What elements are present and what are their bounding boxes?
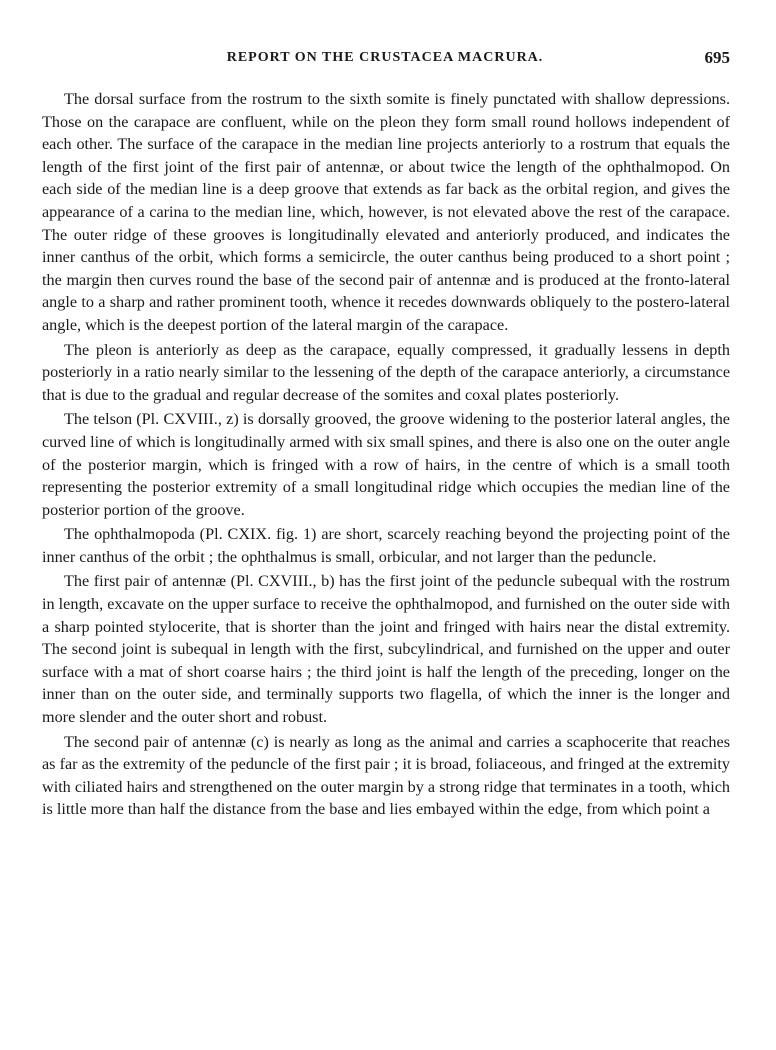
page-number: 695 bbox=[704, 48, 730, 67]
page-header bbox=[40, 48, 730, 72]
paragraph-dorsal-surface: The dorsal surface from the rostrum to the sixth somite is finely punctated with shallow depressions. Those on the carapace are confluent, while on the pleon they form small round hollows independent of each other. The surface of the carapace in the median line projects anteriorly to a rostrum that equals the length of the first joint of the first pair of antennæ, or about twice the length of the ophthalmopod. On each side of the median line is a deep groove that extends as far back as the orbital region, and gives the appearance of a carina to the median line, which, however, is not elevated above the rest of the carapace. The outer ridge of these grooves is longitudinally elevated and anteriorly produced, and indicates the inner canthus of the orbit, which forms a semicircle, the outer canthus being produced to a short point ; the margin then curves round the base of the second pair of antennæ and is produced at the fronto-lateral angle to a sharp and rather prominent tooth, whence it recedes downwards obliquely to the postero-lateral angle, which is the deepest portion of the lateral margin of the carapace. bbox=[42, 90, 730, 334]
paragraph-telson: The telson (Pl. CXVIII., z) is dorsally grooved, the groove widening to the posterior lateral angles, the curved line of which is longitudinally armed with six small spines, and there is also one on the outer angle of the posterior margin, which is fringed with a row of hairs, in the centre of which is a small tooth representing the posterior extremity of a small longitudinal ridge which occupies the median line of the posterior portion of the groove. bbox=[42, 410, 730, 519]
paragraph-pleon: The pleon is anteriorly as deep as the carapace, equally compressed, it gradually lessens in depth posteriorly in a ratio nearly similar to the lessening of the depth of the carapace anteriorly, a circumstance that is due to the gradual and regular decrease of the somites and coxal plates posteriorly. bbox=[42, 340, 730, 404]
paragraph-first-antennae: The first pair of antennæ (Pl. CXVIII., b) has the first joint of the peduncle subequal with the rostrum in length, excavate on the upper surface to receive the ophthalmopod, and furnished on the outer side with a sharp pointed stylocerite, that is shorter than the joint and fringed with hairs near the distal extremity. The second joint is subequal in length with the first, subcylindrical, and furnished on the upper and outer surface with a mat of short coarse hairs ; the third joint is half the length of the preceding, longer on the inner than on the outer side, and terminally supports two flagella, of which the inner is the longer and more slender and the outer short and robust. bbox=[42, 572, 730, 727]
body-text bbox=[42, 88, 730, 823]
paragraph-ophthalmopoda: The ophthalmopoda (Pl. CXIX. fig. 1) are short, scarcely reaching beyond the projecting point of the inner canthus of the orbit ; the ophthalmus is small, orbicular, and not larger than the peduncle. bbox=[42, 525, 730, 566]
running-title: REPORT ON THE CRUSTACEA MACRURA. bbox=[226, 50, 544, 65]
paragraph-second-antennae: The second pair of antennæ (c) is nearly as long as the animal and carries a scaphocerite that reaches as far as the extremity of the peduncle of the first pair ; it is broad, foliaceous, and fringed at the extremity with ciliated hairs and strengthened on the outer margin by a strong ridge that terminates in a tooth, which is little more than half the distance from the base and lies embayed within the edge, from which point a bbox=[42, 732, 730, 819]
